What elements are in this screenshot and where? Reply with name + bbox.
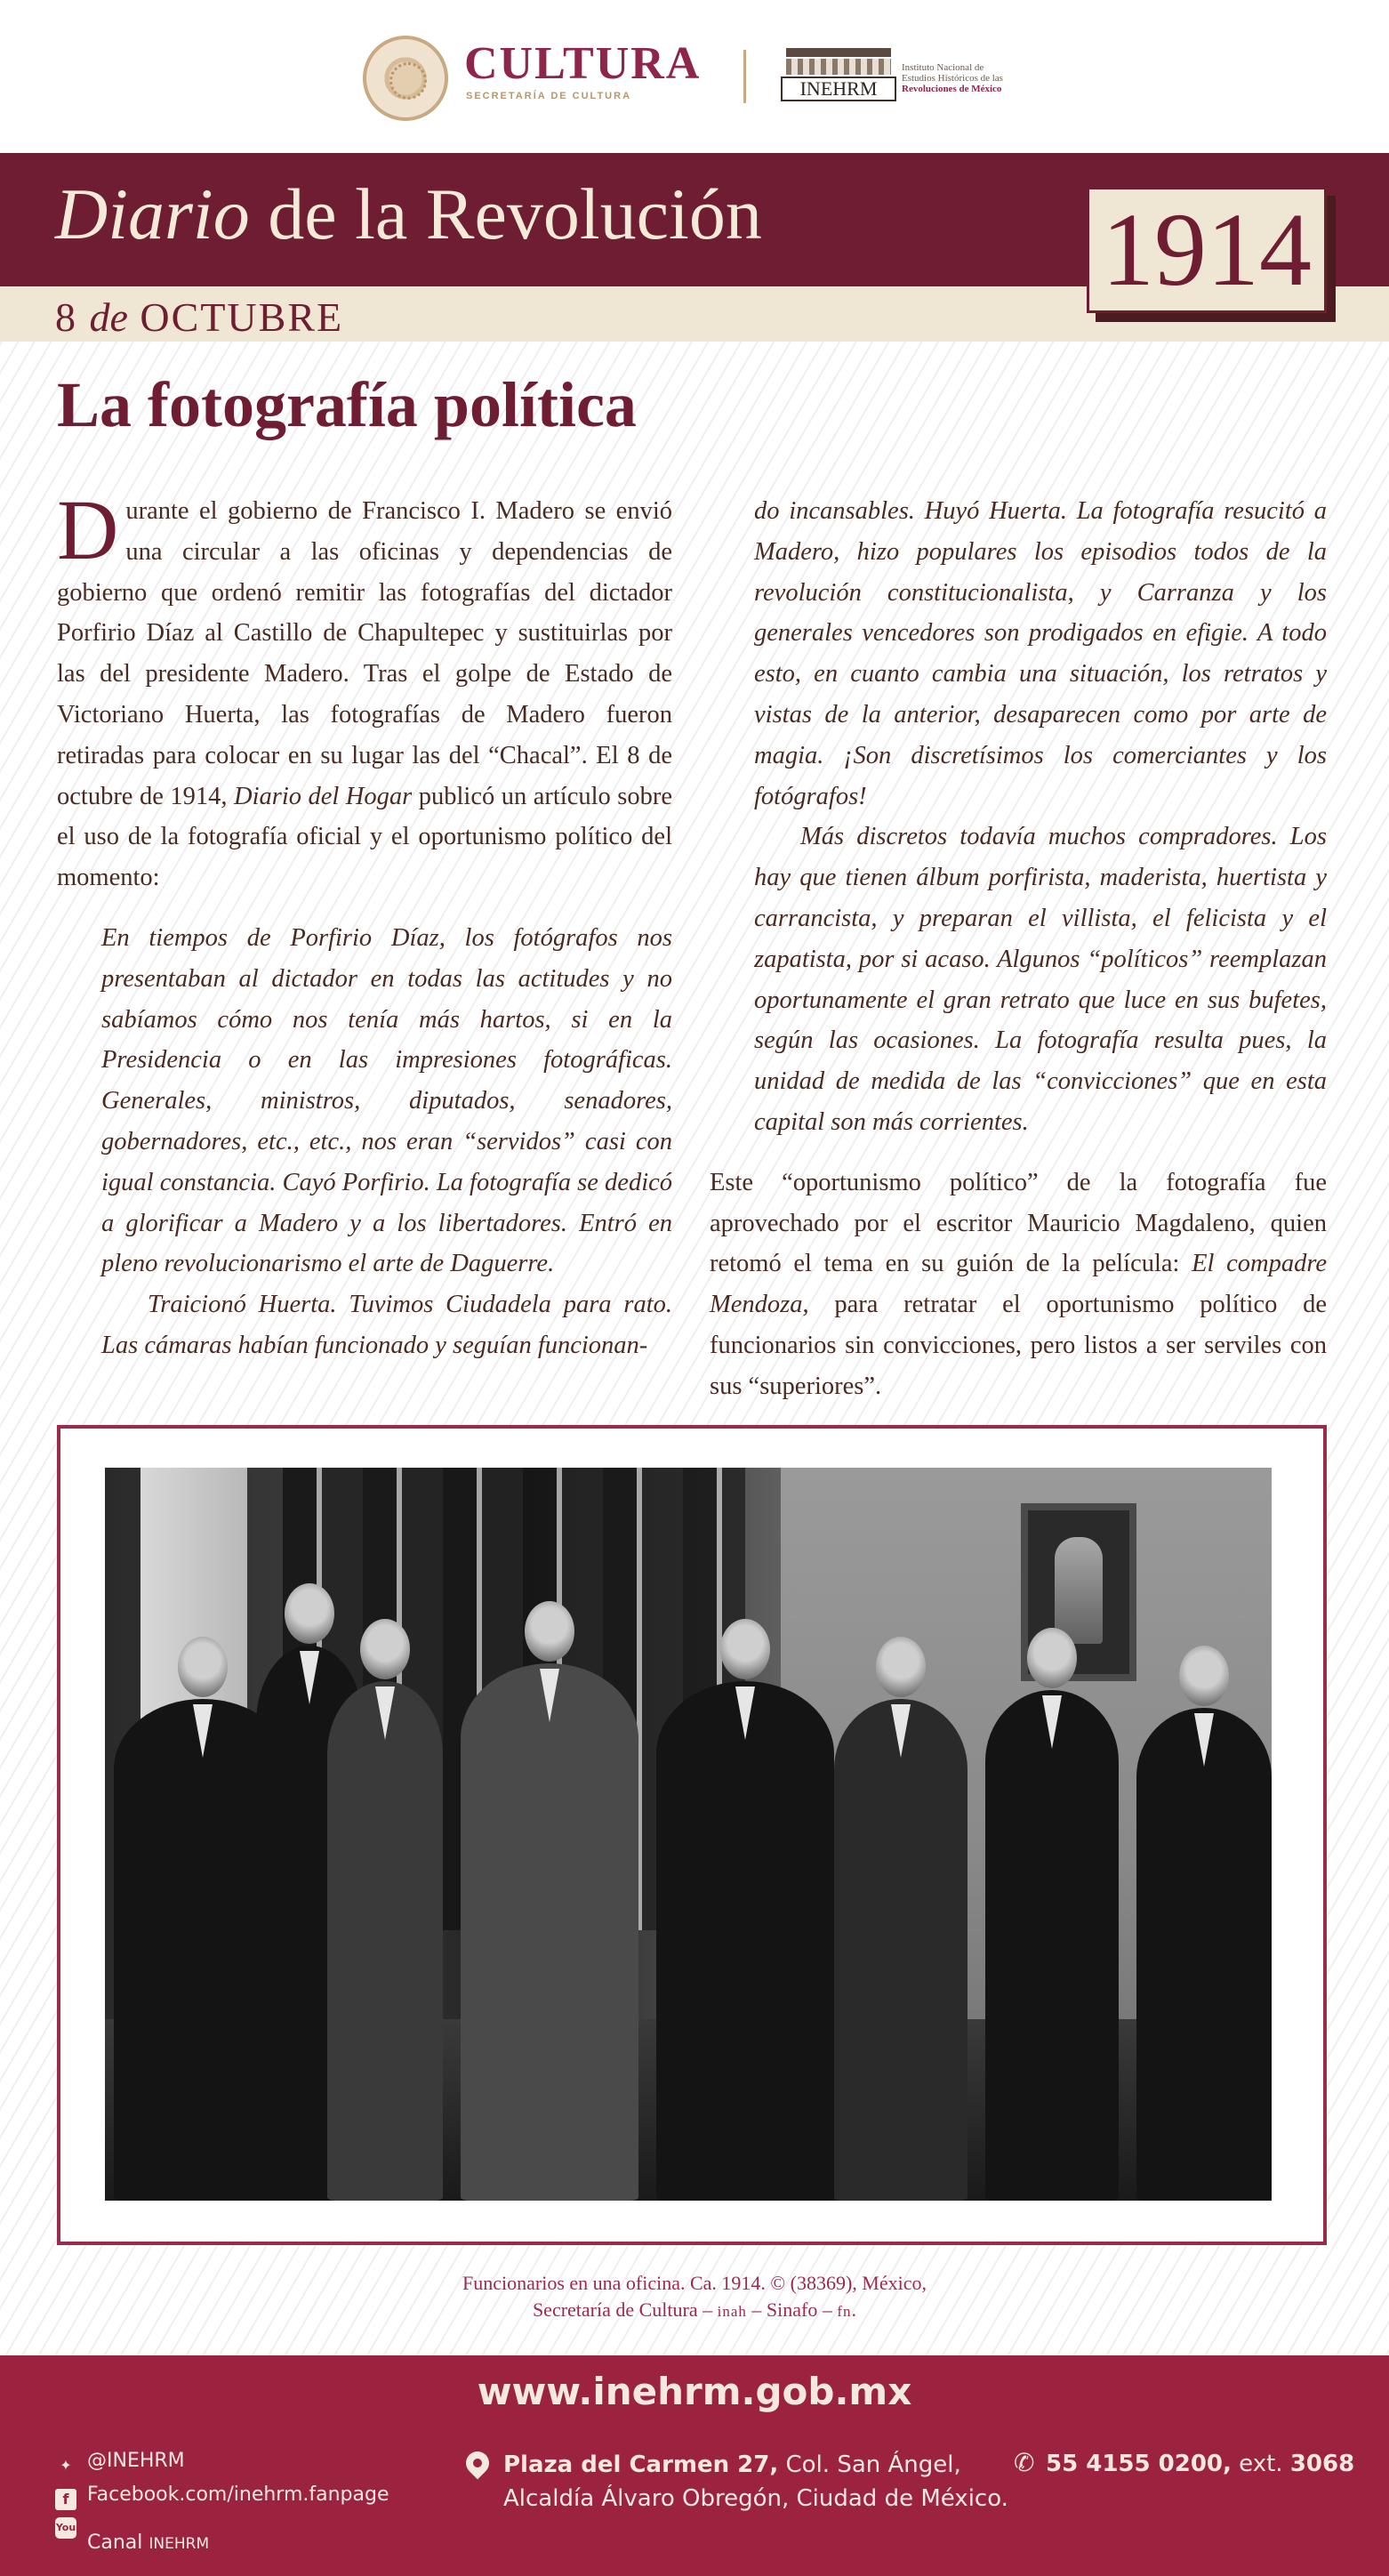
inehrm-name-line3: Revoluciones de México xyxy=(902,84,1002,94)
closing-text-a: Este “oportunismo político” de la fotografía fue aprovechado por el escritor Mauricio Magdaleno, quien retomó el tema en su guión de la película: xyxy=(710,1168,1327,1278)
article-column-right xyxy=(710,491,1327,1407)
phone-icon: ✆ xyxy=(1014,2448,1035,2477)
article-title: La fotografía política xyxy=(57,369,637,440)
address xyxy=(503,2448,1008,2516)
inehrm-name-line2: Estudios Históricos de las xyxy=(902,73,1003,84)
caption-line2-c: . xyxy=(851,2298,857,2321)
inehrm-name-line1: Instituto Nacional de xyxy=(902,62,984,73)
series-title-italic: Diario xyxy=(55,173,250,254)
caption-line2-a: Secretaría de Cultura – xyxy=(532,2298,718,2321)
quote-paragraph-1: En tiempos de Porfirio Díaz, los fotógrafos nos presentaban al dictador en todas las actitudes y no sabíamos cómo nos tenía más hartos, si en la Presidencia o en las impresiones fotográficas. Generales, ministros, diputados, senadores, gobernadores, etc., etc., nos eran “servidos” casi con igual constancia. Cayó Porfirio. La fotografía se dedicó a glorificar a Madero y a los libertadores. Entró en pleno revolucionarismo el arte de Daguerre. xyxy=(101,923,673,1278)
closing-text-b: , para retratar el oportunismo político de funcionarios sin convicciones, pero listos a ser serviles con sus “superiores”. xyxy=(710,1291,1327,1400)
drop-cap: D xyxy=(57,482,119,577)
facebook-icon: f xyxy=(55,2489,76,2510)
phone-ext: 3068 xyxy=(1289,2451,1355,2477)
intro-text-a: urante el gobierno de Francisco I. Madero se envió una circular a las oficinas y dependencias de gobierno que ordenó remitir las fotografías del dictador Porfirio Díaz al Castillo de Chapultepec y sustituirlas por las del presidente Madero. Tras el golpe de Estado de Victoriano Huerta, las fotografías de Madero fueron retiradas para colocar en su lugar las del “Chacal”. El 8 de octubre de 1914, xyxy=(57,497,672,810)
photo-person xyxy=(834,1699,967,2201)
facebook-url: Facebook.com/inehrm.fanpage xyxy=(87,2483,389,2506)
photo-person xyxy=(327,1681,443,2201)
photo-caption xyxy=(0,2270,1389,2325)
article-column-left xyxy=(57,482,673,1366)
address-street: Plaza del Carmen 27, xyxy=(503,2451,779,2478)
newspaper-title: Diario del Hogar xyxy=(233,782,413,810)
intro-paragraph xyxy=(57,482,672,898)
caption-line2-b: – Sinafo – xyxy=(746,2298,838,2321)
year-label: 1914 xyxy=(1102,191,1312,308)
logo-divider xyxy=(743,50,746,103)
film-title: El compadre Mendoza xyxy=(710,1250,1327,1319)
series-title xyxy=(55,173,762,254)
historical-photo xyxy=(105,1468,1272,2201)
phone-ext-label: ext. xyxy=(1231,2451,1290,2477)
header-logos xyxy=(0,0,1389,153)
facebook-link[interactable] xyxy=(55,2483,389,2510)
twitter-handle: @INEHRM xyxy=(87,2450,185,2472)
photo-person xyxy=(461,1663,638,2201)
address-line1 xyxy=(503,2448,1008,2482)
phone-main: 55 4155 0200, xyxy=(1046,2451,1232,2477)
address-neighborhood: Col. San Ángel, xyxy=(778,2451,961,2478)
youtube-channel-b: INEHRM xyxy=(149,2535,210,2553)
quote-paragraph-2-end: do incansables. Huyó Huerta. La fotografía resucitó a Madero, hizo populares los episodios todos de la revolución constitucionalista, y Carranza y los generales vencedores son prodigados en efigie. A todo esto, en cuanto cambia una situación, los retratos y vistas de la anterior, desaparecen como por arte de magia. ¡Son discretísimos los comerciantes y los fotógrafos! xyxy=(754,497,1327,810)
youtube-channel-a: Canal xyxy=(87,2532,149,2554)
photo-person xyxy=(656,1681,834,2201)
cultura-logo-subtitle: SECRETARÍA DE CULTURA xyxy=(466,91,632,101)
date-month: OCTUBRE xyxy=(140,294,344,340)
twitter-link[interactable] xyxy=(55,2450,185,2476)
caption-fn: fn xyxy=(837,2303,852,2320)
caption-inah: inah xyxy=(717,2303,747,2320)
photo-person xyxy=(1136,1708,1272,2201)
inehrm-logo-label: INEHRM xyxy=(781,76,896,101)
building-roof xyxy=(786,48,891,57)
date-de: de xyxy=(89,294,128,340)
closing-paragraph xyxy=(710,1163,1327,1407)
photo-person xyxy=(985,1690,1119,2201)
mexico-seal-logo xyxy=(363,36,448,121)
phone-number[interactable] xyxy=(1014,2448,1354,2477)
building-columns xyxy=(786,59,891,75)
caption-line2 xyxy=(0,2297,1389,2325)
address-line2: Alcaldía Álvaro Obregón, Ciudad de México. xyxy=(503,2485,1008,2512)
youtube-link[interactable] xyxy=(55,2517,209,2554)
inehrm-building-logo xyxy=(781,48,896,103)
series-title-rest: de la Revolución xyxy=(249,173,762,254)
date-day: 8 xyxy=(55,294,77,340)
youtube-icon: You Tube xyxy=(55,2517,76,2539)
intro-text-b: publicó un artículo sobre el uso de la fotografía oficial y el oportunismo político del momento: xyxy=(57,782,672,892)
cultura-logo-text: CULTURA xyxy=(464,38,702,89)
website-link[interactable]: www.inehrm.gob.mx xyxy=(477,2370,912,2413)
inehrm-full-name xyxy=(902,62,1003,94)
twitter-icon: ✦ xyxy=(60,2457,72,2474)
quote-paragraph-2-start: Traicionó Huerta. Tuvimos Ciudadela para rato. Las cámaras habían funcionado y seguían funcionan- xyxy=(101,1291,672,1359)
issue-date xyxy=(55,294,343,341)
caption-line1: Funcionarios en una oficina. Ca. 1914. © (38369), México, xyxy=(462,2272,927,2294)
quote-paragraph-3: Más discretos todavía muchos compradores. Los hay que tienen álbum porfirista, maderista, huertista y carrancista, y preparan el villista, el felicista y el zapatista, por si acaso. Algunos “políticos” reemplazan oportunamente el gran retrato que luce en sus bufetes, según las ocasiones. La fotografía resulta pues, la unidad de medida de las “convicciones” que en esta capital son más corrientes. xyxy=(754,823,1327,1136)
